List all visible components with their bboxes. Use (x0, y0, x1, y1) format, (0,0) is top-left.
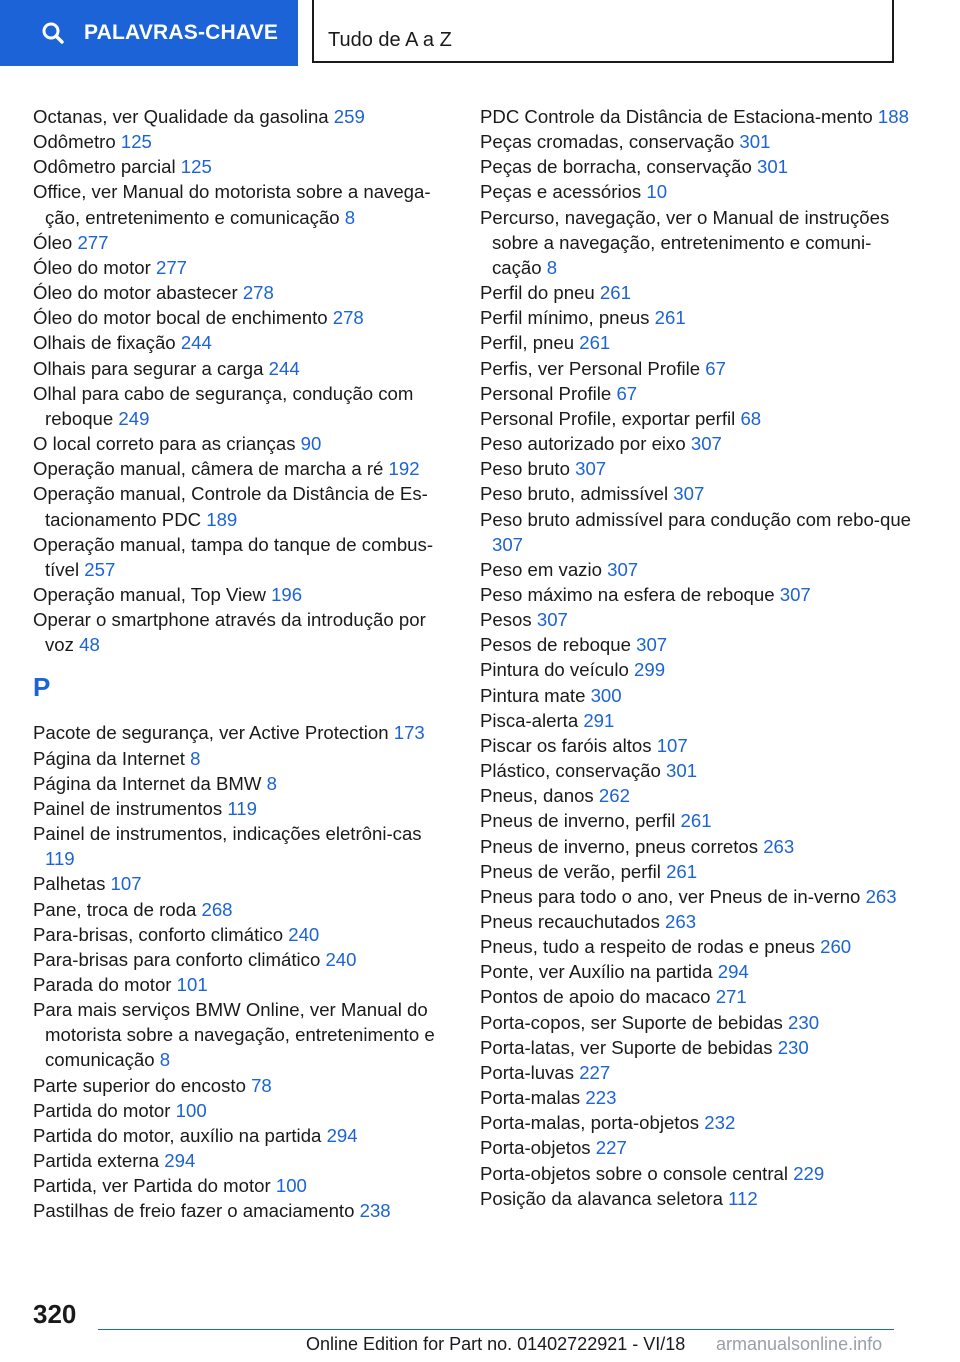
index-entry-text: Parte superior do encosto (33, 1074, 246, 1096)
index-entry-text: Peso em vazio (480, 558, 602, 580)
index-entry-text: Pane, troca de roda (33, 898, 197, 920)
page-link[interactable]: 227 (579, 1061, 611, 1083)
page-link[interactable]: 271 (715, 986, 747, 1008)
top-navigation (0, 0, 960, 68)
index-entry-text: Partida, ver Partida do motor (33, 1175, 271, 1197)
index-entry (33, 821, 449, 871)
index-entry (33, 179, 449, 229)
index-entry-text: Peças de borracha, conservação (480, 156, 752, 178)
page-link[interactable]: 301 (666, 760, 698, 782)
index-entry-text: Piscar os faróis altos (480, 734, 652, 756)
index-entry (480, 104, 920, 129)
page-link[interactable]: 119 (45, 848, 75, 870)
index-entry-text: Pacote de segurança, ver Active Protection (33, 722, 389, 744)
index-entry-text: Painel de instrumentos, indicações eletrôni-cas (33, 823, 422, 845)
page-link[interactable]: 8 (190, 747, 201, 769)
page-link[interactable]: 307 (492, 533, 524, 555)
index-entry (480, 632, 920, 657)
index-entry (480, 708, 920, 733)
index-entry (480, 984, 920, 1009)
index-entry-text: Ponte, ver Auxílio na partida (480, 961, 713, 983)
index-entry (33, 230, 449, 255)
index-entry (480, 1060, 920, 1085)
page-link[interactable]: 263 (665, 911, 697, 932)
index-list-right (480, 104, 920, 1211)
index-entry-text: Pneus, tudo a respeito de rodas e pneus (480, 936, 815, 958)
index-entry (480, 909, 920, 934)
index-column-right (480, 104, 920, 1211)
index-entry-text: Operação manual, tampa do tanque de combus-tível (33, 533, 434, 580)
edition-note: Online Edition for Part no. 01402722921 - VI/18 (306, 1334, 686, 1354)
index-entry (33, 1173, 449, 1198)
index-entry (33, 746, 449, 771)
index-entry (480, 808, 920, 833)
page-link[interactable]: 307 (536, 609, 568, 631)
page-link[interactable]: 294 (164, 1150, 196, 1172)
page-link[interactable]: 78 (251, 1074, 272, 1096)
index-entry-text: Óleo do motor bocal de enchimento (33, 307, 328, 329)
index-entry-text: Pneus recauchutados (480, 911, 660, 932)
keywords-tab-label: PALAVRAS-CHAVE (84, 21, 279, 44)
index-entry-text: Pintura do veículo (480, 659, 629, 681)
index-entry-text: Operação manual, câmera de marcha a ré (33, 458, 384, 480)
page-link[interactable]: 10 (646, 181, 668, 203)
a-to-z-tab-label: Tudo de A a Z (328, 29, 452, 51)
index-entry-text: Porta-malas, porta-objetos (480, 1112, 700, 1134)
page-link[interactable]: 67 (705, 357, 726, 379)
index-entry (480, 1110, 920, 1135)
keywords-tab[interactable] (0, 0, 298, 66)
index-entry (480, 205, 920, 280)
page-link[interactable]: 299 (634, 659, 666, 681)
index-entry-text: Peças e acessórios (480, 181, 642, 203)
index-entry (480, 507, 920, 557)
index-entry-text: Parada do motor (33, 974, 172, 995)
page-link[interactable]: 8 (546, 256, 558, 278)
index-entry (480, 481, 920, 506)
index-entry-text: Óleo do motor (33, 256, 151, 278)
page-link[interactable]: 307 (690, 433, 722, 455)
index-entry-text: Pneus de inverno, pneus corretos (480, 835, 759, 857)
page-link[interactable]: 107 (110, 873, 142, 895)
index-entry-text: Porta-objetos sobre o console central (480, 1162, 789, 1184)
index-entry (33, 607, 449, 657)
page-link[interactable]: 240 (325, 948, 357, 970)
index-entry (33, 532, 449, 582)
index-entry (480, 834, 920, 859)
index-entry-text: Porta-latas, ver Suporte de bebidas (480, 1036, 773, 1058)
index-entry-text: PDC Controle da Distância de Estaciona-mento (480, 106, 873, 127)
index-entry-text: Pintura mate (480, 684, 586, 706)
index-entry-text: Percurso, navegação, ver o Manual de instruções sobre a navegação, entretenimento e comuni-cação (480, 206, 890, 278)
index-entry (480, 431, 920, 456)
index-entry-text: Pontos de apoio do macaco (480, 986, 711, 1008)
page-link[interactable]: 257 (84, 558, 116, 580)
index-list-p (33, 720, 449, 1223)
page-link[interactable]: 188 (877, 106, 909, 127)
index-entry (33, 947, 449, 972)
index-entry (33, 972, 449, 997)
index-entry (480, 305, 920, 330)
index-entry (480, 758, 920, 783)
index-entry (480, 456, 920, 481)
page-link[interactable]: 307 (636, 634, 668, 656)
index-entry (480, 1010, 920, 1035)
page-link[interactable]: 294 (326, 1124, 358, 1146)
index-entry (33, 255, 449, 280)
search-icon (42, 22, 64, 44)
page-link[interactable]: 259 (333, 106, 365, 127)
page-link[interactable]: 277 (156, 256, 188, 278)
index-entry-text: Peso bruto, admissível (480, 483, 669, 505)
page-link[interactable]: 307 (607, 558, 639, 580)
index-entry (480, 582, 920, 607)
index-entry (33, 796, 449, 821)
index-entry (33, 1148, 449, 1173)
index-entry (33, 481, 449, 531)
index-entry (480, 1085, 920, 1110)
page-link[interactable]: 90 (300, 433, 322, 455)
page-link[interactable]: 294 (717, 961, 749, 983)
page-link[interactable]: 100 (175, 1099, 207, 1121)
index-entry (480, 859, 920, 884)
index-entry-text: Porta-copos, ser Suporte de bebidas (480, 1011, 783, 1033)
page-link[interactable]: 107 (656, 734, 688, 756)
page-link[interactable]: 240 (288, 923, 320, 945)
index-entry (33, 104, 449, 129)
page-link[interactable]: 278 (332, 307, 364, 329)
index-entry (480, 934, 920, 959)
page-link[interactable]: 223 (585, 1087, 617, 1109)
index-entry (33, 305, 449, 330)
index-entry-text: Odômetro parcial (33, 156, 176, 178)
page-link[interactable]: 261 (579, 332, 611, 354)
page-link[interactable]: 260 (820, 936, 852, 958)
page-link[interactable]: 68 (740, 407, 762, 429)
index-entry-text: Personal Profile, exportar perfil (480, 407, 736, 429)
page-link[interactable]: 263 (763, 835, 795, 857)
page-link[interactable]: 244 (268, 357, 300, 379)
index-entry (480, 959, 920, 984)
index-entry (480, 1161, 920, 1186)
index-entry (480, 733, 920, 758)
page-link[interactable]: 307 (575, 458, 607, 480)
page-link[interactable]: 249 (118, 407, 150, 429)
index-entry-text: Porta-luvas (480, 1061, 575, 1083)
page-link[interactable]: 261 (599, 282, 631, 304)
index-entry-text: Operação manual, Controle da Distância de Es-tacionamento PDC (33, 483, 428, 530)
index-entry-text: Pastilhas de freio fazer o amaciamento (33, 1200, 355, 1222)
index-entry (33, 897, 449, 922)
index-entry (480, 406, 920, 431)
watermark: armanualsonline.info (716, 1334, 883, 1354)
index-entry-text: Painel de instrumentos (33, 797, 223, 819)
index-entry-text: Palhetas (33, 873, 106, 895)
page-link[interactable]: 100 (275, 1175, 307, 1197)
index-entry (33, 280, 449, 305)
index-entry-text: Partida do motor (33, 1099, 171, 1121)
index-entry-text: Peso bruto (480, 458, 570, 480)
index-entry (480, 557, 920, 582)
index-entry-text: Plástico, conservação (480, 760, 661, 782)
index-entry (33, 582, 449, 607)
index-entry-text: Para-brisas, conforto climático (33, 923, 284, 945)
page-link[interactable]: 301 (739, 131, 771, 153)
page-link[interactable]: 307 (779, 583, 811, 605)
index-entry-text: Peso bruto admissível para condução com rebo-que (480, 508, 911, 530)
index-entry-text: Pneus de inverno, perfil (480, 810, 676, 832)
index-entry-text: O local correto para as crianças (33, 433, 296, 455)
index-entry (480, 381, 920, 406)
index-column-left (33, 104, 449, 1224)
page-link[interactable]: 238 (359, 1200, 391, 1222)
page-link[interactable]: 101 (176, 974, 208, 995)
page-link[interactable]: 307 (673, 483, 705, 505)
page-link[interactable]: 230 (777, 1036, 809, 1058)
index-entry (480, 356, 920, 381)
index-entry-text: Operar o smartphone através da introdução por voz (33, 609, 426, 656)
index-entry (480, 179, 920, 204)
index-entry (480, 280, 920, 305)
page-link[interactable]: 48 (79, 634, 100, 656)
index-entry-text: Perfil, pneu (480, 332, 575, 354)
index-entry (33, 356, 449, 381)
index-entry (480, 783, 920, 808)
page-link[interactable]: 261 (680, 810, 712, 832)
index-entry-text: Peso autorizado por eixo (480, 433, 686, 455)
index-entry-text: Olhais para segurar a carga (33, 357, 264, 379)
index-entry-text: Partida do motor, auxílio na partida (33, 1124, 322, 1146)
page-link[interactable]: 268 (201, 898, 233, 920)
page-link[interactable]: 67 (616, 382, 638, 404)
footer-divider (98, 1329, 894, 1330)
index-entry (33, 381, 449, 431)
index-entry (33, 1198, 449, 1223)
index-entry-text: Posição da alavanca seletora (480, 1187, 723, 1209)
page-link[interactable]: 232 (704, 1112, 736, 1134)
page-link[interactable]: 263 (865, 885, 897, 907)
index-entry (33, 1073, 449, 1098)
index-entry (33, 431, 449, 456)
index-entry (33, 456, 449, 481)
index-entry (33, 1123, 449, 1148)
index-entry (33, 154, 449, 179)
index-entry-text: Para-brisas para conforto climático (33, 948, 321, 970)
page-link[interactable]: 261 (654, 307, 686, 329)
page-link[interactable]: 125 (120, 131, 152, 153)
index-entry-text: Página da Internet (33, 747, 185, 769)
index-entry-text: Porta-malas (480, 1087, 581, 1109)
index-entry (480, 657, 920, 682)
index-entry-text: Operação manual, Top View (33, 583, 266, 605)
index-entry (480, 1186, 920, 1211)
page-link[interactable]: 230 (788, 1011, 820, 1033)
page-number: 320 (33, 1299, 77, 1329)
index-entry (480, 683, 920, 708)
index-list-o (33, 104, 449, 657)
index-entry-text: Óleo (33, 231, 73, 253)
index-entry (33, 129, 449, 154)
index-entry-text: Página da Internet da BMW (33, 772, 262, 794)
index-entry (480, 154, 920, 179)
index-entry-text: Pneus de verão, perfil (480, 860, 661, 882)
index-entry (33, 720, 449, 745)
index-entry (33, 922, 449, 947)
index-entry-text: Para mais serviços BMW Online, ver Manual do motorista sobre a navegação, entretenimento e comunicação (33, 999, 435, 1071)
page-link[interactable]: 261 (666, 860, 698, 882)
page-link[interactable]: 8 (266, 772, 277, 794)
index-entry (33, 1098, 449, 1123)
page-link[interactable]: 244 (180, 332, 212, 354)
index-entry (480, 330, 920, 355)
page-link[interactable]: 112 (728, 1187, 758, 1209)
index-entry (480, 884, 920, 909)
index-entry-text: Pisca-alerta (480, 709, 579, 731)
index-entry-text: Octanas, ver Qualidade da gasolina (33, 106, 329, 127)
page-link[interactable]: 301 (757, 156, 789, 178)
index-entry-text: Office, ver Manual do motorista sobre a navega-ção, entretenimento e comunicação (33, 181, 431, 228)
a-to-z-tab[interactable] (312, 0, 894, 63)
index-entry-text: Pneus para todo o ano, ver Pneus de in-verno (480, 885, 861, 907)
page-link[interactable]: 278 (242, 282, 274, 304)
index-entry-text: Pesos (480, 609, 532, 631)
index-entry (480, 129, 920, 154)
page-link[interactable]: 119 (227, 797, 257, 819)
page-link[interactable]: 125 (180, 156, 212, 178)
index-entry-text: Perfil mínimo, pneus (480, 307, 650, 329)
index-entry-text: Óleo do motor abastecer (33, 282, 238, 304)
page-link[interactable]: 277 (77, 231, 109, 253)
index-entry (33, 330, 449, 355)
page-link[interactable]: 189 (206, 508, 238, 530)
page-link[interactable]: 300 (590, 684, 622, 706)
page-link[interactable]: 8 (344, 206, 356, 228)
index-entry (480, 1135, 920, 1160)
index-entry-text: Olhais de fixação (33, 332, 176, 354)
index-entry-text: Partida externa (33, 1150, 160, 1172)
page-link[interactable]: 192 (388, 458, 420, 480)
index-entry (33, 771, 449, 796)
index-entry-text: Porta-objetos (480, 1137, 591, 1159)
page-link[interactable]: 227 (595, 1137, 627, 1159)
page-link[interactable]: 229 (793, 1162, 825, 1184)
index-entry-text: Pneus, danos (480, 785, 594, 807)
index-entry (480, 607, 920, 632)
index-entry-text: Personal Profile (480, 382, 612, 404)
page-link[interactable]: 196 (271, 583, 303, 605)
page-link[interactable]: 8 (159, 1049, 171, 1071)
index-entry-text: Olhal para cabo de segurança, condução com reboque (33, 382, 414, 429)
index-entry-text: Odômetro (33, 131, 116, 153)
index-entry-text: Perfis, ver Personal Profile (480, 357, 701, 379)
index-entry (33, 997, 449, 1072)
index-entry-text: Perfil do pneu (480, 282, 595, 304)
index-entry (33, 871, 449, 896)
index-entry-text: Pesos de reboque (480, 634, 631, 656)
index-entry-text: Peças cromadas, conservação (480, 131, 735, 153)
index-entry (480, 1035, 920, 1060)
page-link[interactable]: 291 (583, 709, 615, 731)
page-link[interactable]: 173 (393, 722, 425, 744)
index-entry-text: Peso máximo na esfera de reboque (480, 583, 775, 605)
section-letter-p: P (33, 672, 51, 703)
page-link[interactable]: 262 (598, 785, 630, 807)
